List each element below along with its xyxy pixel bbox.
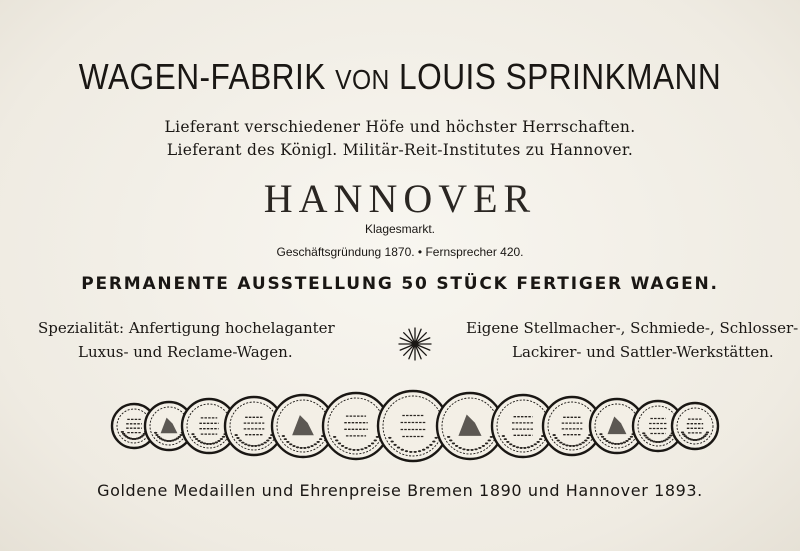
medals-row [110, 388, 720, 464]
exhibition-banner: PERMANENTE AUSSTELLUNG 50 STÜCK FERTIGER WAGEN. [81, 274, 719, 294]
specialty-line-1: Spezialität: Anfertigung hochelaganter [38, 319, 335, 337]
supplier-line-2: Lieferant des Königl. Militär-Reit-Institutes zu Hannover. [166, 141, 634, 159]
awards-footer: Goldene Medaillen und Ehrenpreise Bremen 1890 und Hannover 1893. [97, 481, 703, 500]
title-von: VON [335, 64, 390, 95]
supplier-line-1: Lieferant verschiedener Höfe und höchster Herrschaften. [164, 118, 636, 136]
starburst-icon [397, 326, 433, 362]
city-heading: HANNOVER [263, 176, 537, 221]
workshops-line-2: Lackirer- und Sattler-Werkstätten. [512, 343, 774, 361]
title-name: LOUIS SPRINKMANN [399, 56, 722, 97]
title-main: WAGEN-FABRIK [78, 56, 326, 97]
street-address: Klagesmarkt. [364, 222, 436, 236]
medal-13 [672, 403, 718, 449]
specialty-line-2: Luxus- und Reclame-Wagen. [78, 343, 293, 361]
workshops-line-1: Eigene Stellmacher-, Schmiede-, Schlosser- [466, 319, 799, 337]
founding-info: Geschäftsgründung 1870. • Fernsprecher 420. [276, 245, 524, 259]
company-title [48, 56, 752, 98]
